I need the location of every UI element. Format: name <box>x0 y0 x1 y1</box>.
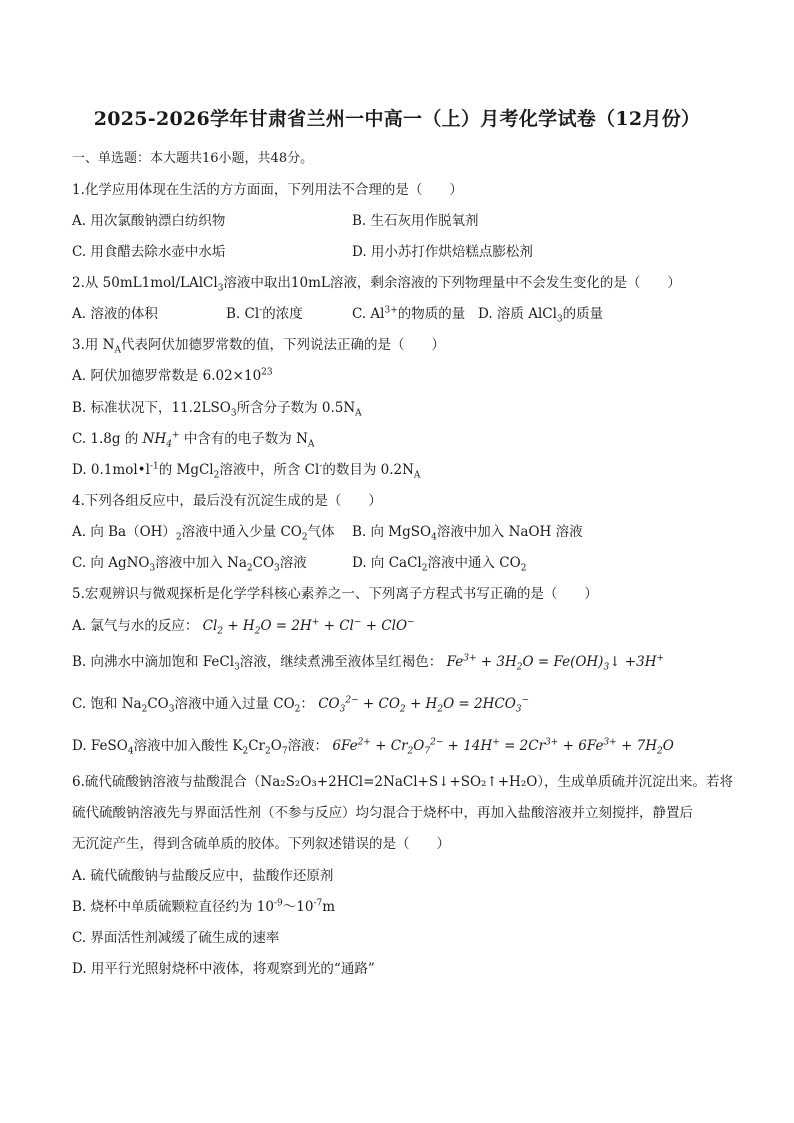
q5-option-d: D. FeSO$_4$溶液中加入酸性 $K_2Cr_2O_7$溶液： $6Fe^{2+} + Cr_2O_7^{2-} + 14H^+ = 2Cr^{3+} + 6Fe^{3+} + 7H_2O$ <box>72 737 674 757</box>
question-2-stem: 2.从 50mL1mol/LAlCl$_3$溶液中取出10mL溶液，剩余溶液的下列物理量中不会发生变化的是（ ） <box>72 275 681 294</box>
q2-option-c: C. $Al^{3+}$的物质的量 <box>352 305 466 322</box>
q4-option-b: B. 向 MgSO$_4$溶液中加入 NaOH 溶液 <box>352 524 583 543</box>
exam-title: 2025-2026学年甘肃省兰州一中高一（上）月考化学试卷（12月份） <box>93 108 701 130</box>
q6-option-a: A. 硫代硫酸钠与盐酸反应中，盐酸作还原剂 <box>72 868 334 884</box>
q4-option-d: D. 向 CaCl$_2$溶液中通入 $CO_2$ <box>352 555 527 574</box>
q5-option-b: B. 向沸水中滴加饱和 FeCl$_3$溶液，继续煮沸至液体呈红褐色： $Fe^{3+} + 3H_2O$ = $Fe(OH)_3↓ +3H^+$ <box>72 653 665 673</box>
question-6-line-2: 硫代硫酸钠溶液先与界面活性剂（不参与反应）均匀混合于烧杯中，再加入盐酸溶液并立刻搅拌，静置后 <box>72 805 693 821</box>
ammonium-formula: $NH_4^+$ <box>142 430 180 450</box>
question-6-line-3: 无沉淀产生，得到含硫单质的胶体。下列叙述错误的是（ ） <box>72 836 450 852</box>
q6-option-c: C. 界面活性剂减缓了硫生成的速率 <box>72 930 280 946</box>
q3-option-a: A. 阿伏加德罗常数是 $6.02\times 10^{23}$ <box>72 367 273 384</box>
equation-b: $Fe^{3+} + 3H_2O$ = $Fe(OH)_3↓ +3H^+$ <box>446 653 665 673</box>
question-3-stem: 3.用 $N_A$代表阿伏加德罗常数的值，下列说法正确的是（ ） <box>72 337 445 356</box>
q2-option-d: D. 溶质 AlCl$_3$的质量 <box>478 306 604 325</box>
question-6-line-1: 6.硫代硫酸钠溶液与盐酸混合（Na₂S₂O₃+2HCl=2NaCl+S↓+SO₂↑+H₂O），生成单质硫并沉淀出来。若将 <box>72 774 734 790</box>
q3-option-c: C. 1.8g 的 $NH_4^+$ 中含有的电子数为 $N_A$ <box>72 430 315 450</box>
q1-option-a: A. 用次氯酸钠漂白纺织物 <box>72 213 226 229</box>
section-heading: 一、单选题：本大题共16小题，共48分。 <box>72 151 314 166</box>
q6-option-d: D. 用平行光照射烧杯中液体，将观察到光的“通路” <box>72 961 375 977</box>
q5-option-a: A. 氯气与水的反应： $Cl_2 + H_2O = 2H^+ + Cl^- + ClO^-$ <box>72 617 415 637</box>
q1-option-d: D. 用小苏打作烘焙糕点膨松剂 <box>352 244 533 260</box>
equation-a: $Cl_2 + H_2O = 2H^+ + Cl^- + ClO^-$ <box>202 617 415 637</box>
q5-option-c: C. 饱和 $Na_2CO_3$溶液中通入过量 $CO_2$： $CO_3^{2-} + CO_2 + H_2O = 2HCO_3^-$ <box>72 695 530 715</box>
q2-option-b: B. Cl-的浓度 <box>226 305 303 322</box>
equation-c: $CO_3^{2-} + CO_2 + H_2O = 2HCO_3^-$ <box>318 695 530 715</box>
question-5-stem: 5.宏观辨识与微观探析是化学学科核心素养之一、下列离子方程式书写正确的是（ ） <box>72 586 598 602</box>
question-4-stem: 4.下列各组反应中，最后没有沉淀生成的是（ ） <box>72 493 382 509</box>
q1-option-b: B. 生石灰用作脱氧剂 <box>352 213 479 229</box>
q3-option-b: B. 标准状况下，$11.2LSO_3$所含分子数为 $0.5N_A$ <box>72 400 362 419</box>
question-1-stem: 1.化学应用体现在生活的方方面面，下列用法不合理的是（ ） <box>72 182 463 198</box>
q4-option-c: C. 向 AgNO$_3$溶液中加入 $Na_2CO_3$溶液 <box>72 555 307 574</box>
q3-option-d: D. $0.1mol•l^{-1}$的 MgCl$_2$溶液中，所含 Cl-的数目为 $0.2N_A$ <box>72 461 421 481</box>
equation-d: $6Fe^{2+} + Cr_2O_7^{2-} + 14H^+ = 2Cr^{3+} + 6Fe^{3+} + 7H_2O$ <box>332 737 674 757</box>
q6-option-b: B. 烧杯中单质硫颗粒直径约为 $10^{-9}\sim 10^{-7}m$ <box>72 898 336 915</box>
q1-option-c: C. 用食醋去除水壶中水垢 <box>72 244 226 260</box>
q2-option-a: A. 溶液的体积 <box>72 306 158 322</box>
q4-option-a: A. 向 $Ba(OH)_2$溶液中通入少量 $CO_2$气体 <box>72 524 335 543</box>
